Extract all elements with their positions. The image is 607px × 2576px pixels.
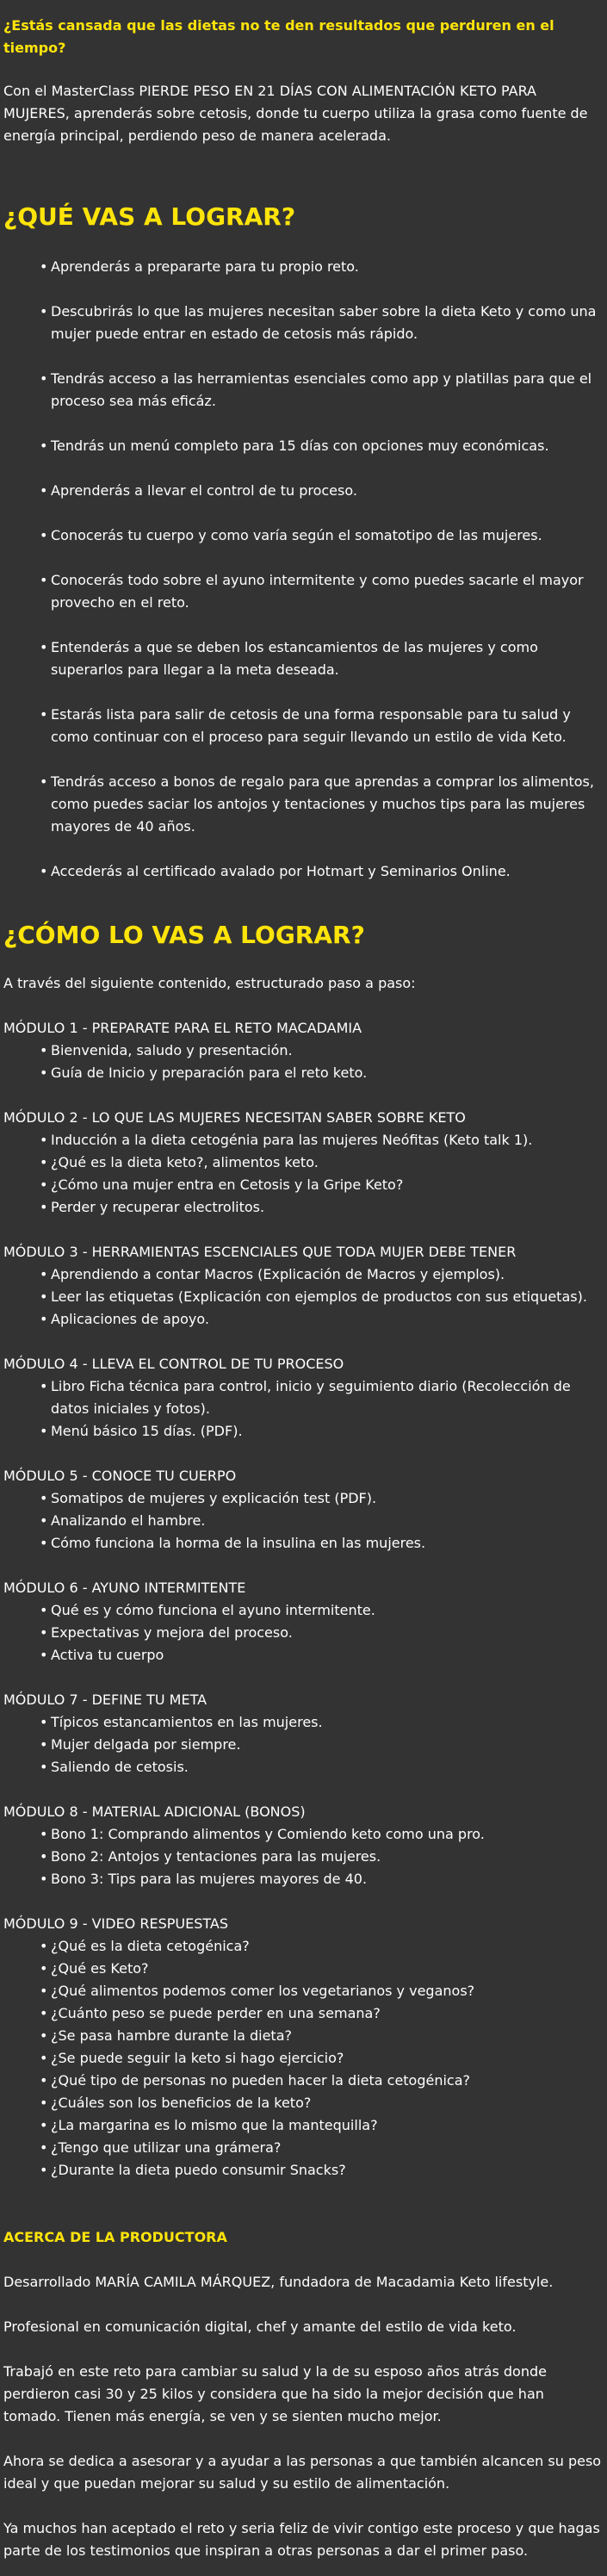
how-intro: A través del siguiente contenido, estructurado paso a paso: <box>3 975 416 991</box>
module-item: • Analizando el hambre. <box>40 1510 604 1532</box>
module-item: • Menú básico 15 días. (PDF). <box>40 1420 604 1443</box>
module-item: • ¿Qué tipo de personas no pueden hacer la dieta cetogénica? <box>40 2070 604 2092</box>
module-6 <box>3 1577 604 1667</box>
module-title: MÓDULO 9 - VIDEO RESPUESTAS <box>3 1915 228 1932</box>
module-items <box>3 1711 604 1778</box>
module-item: • Bono 2: Antojos y tentaciones para las mujeres. <box>40 1846 604 1868</box>
module-title: MÓDULO 8 - MATERIAL ADICIONAL (BONOS) <box>3 1803 306 1820</box>
goal-item: • Aprenderás a llevar el control de tu proceso. <box>40 480 604 502</box>
module-4 <box>3 1353 604 1443</box>
module-items <box>3 1823 604 1890</box>
module-item: • Saliendo de cetosis. <box>40 1756 604 1778</box>
goal-item: • Conocerás tu cuerpo y como varía según el somatotipo de las mujeres. <box>40 525 604 547</box>
module-items <box>3 1040 604 1084</box>
module-item: • ¿Tengo que utilizar una grámera? <box>40 2137 604 2159</box>
module-item: • ¿Cómo una mujer entra en Cetosis y la Gripe Keto? <box>40 1174 604 1196</box>
module-list <box>3 1017 604 2182</box>
module-7 <box>3 1689 604 1778</box>
module-items <box>3 1375 604 1443</box>
module-title: MÓDULO 7 - DEFINE TU META <box>3 1691 207 1708</box>
module-item: • Típicos estancamientos en las mujeres. <box>40 1711 604 1734</box>
module-item: • Perder y recuperar electrolitos. <box>40 1196 604 1219</box>
module-items <box>3 1129 604 1219</box>
module-item: • Mujer delgada por siempre. <box>40 1734 604 1756</box>
module-items <box>3 1599 604 1667</box>
about-paragraph: Desarrollado MARÍA CAMILA MÁRQUEZ, fundadora de Macadamia Keto lifestyle. <box>3 2274 554 2290</box>
module-item: • Qué es y cómo funciona el ayuno intermitente. <box>40 1599 604 1622</box>
goal-item: • Accederás al certificado avalado por Hotmart y Seminarios Online. <box>40 860 604 883</box>
module-1 <box>3 1017 604 1084</box>
goal-item: • Descubrirás lo que las mujeres necesitan saber sobre la dieta Keto y como una mujer puede entrar en estado de cetosis más rápido. <box>40 301 604 345</box>
module-item: • Bono 3: Tips para las mujeres mayores de 40. <box>40 1868 604 1890</box>
module-item: • Libro Ficha técnica para control, inicio y seguimiento diario (Recolección de datos iniciales y fotos). <box>40 1375 604 1420</box>
intro-section <box>3 15 604 147</box>
module-item: • Somatipos de mujeres y explicación test (PDF). <box>40 1487 604 1510</box>
module-items <box>3 1935 604 2182</box>
module-title: MÓDULO 6 - AYUNO INTERMITENTE <box>3 1580 246 1596</box>
module-title: MÓDULO 4 - LLEVA EL CONTROL DE TU PROCESO <box>3 1356 344 1372</box>
goal-item: • Tendrás acceso a bonos de regalo para que aprendas a comprar los alimentos, como puedes saciar los antojos y tentaciones y muchos tips para las mujeres mayores de 40 años. <box>40 771 604 838</box>
about-section <box>3 2226 604 2562</box>
module-item: • Cómo funciona la horma de la insulina en las mujeres. <box>40 1532 604 1555</box>
module-title: MÓDULO 3 - HERRAMIENTAS ESCENCIALES QUE TODA MUJER DEBE TENER <box>3 1244 517 1260</box>
module-item: • Expectativas y mejora del proceso. <box>40 1622 604 1644</box>
module-title: MÓDULO 2 - LO QUE LAS MUJERES NECESITAN SABER SOBRE KETO <box>3 1109 466 1126</box>
how-heading: ¿CÓMO LO VAS A LOGRAR? <box>3 921 365 949</box>
module-5 <box>3 1465 604 1555</box>
module-item: • Bienvenida, saludo y presentación. <box>40 1040 604 1062</box>
module-9 <box>3 1913 604 2182</box>
module-items <box>3 1263 604 1331</box>
module-item: • ¿Se puede seguir la keto si hago ejercicio? <box>40 2047 604 2070</box>
module-8 <box>3 1801 604 1890</box>
module-item: • Bono 1: Comprando alimentos y Comiendo keto como una pro. <box>40 1823 604 1846</box>
module-item: • Activa tu cuerpo <box>40 1644 604 1667</box>
how-section <box>3 921 604 2182</box>
about-paragraph: Profesional en comunicación digital, chef y amante del estilo de vida keto. <box>3 2318 517 2335</box>
module-item: • Aplicaciones de apoyo. <box>40 1308 604 1331</box>
module-item: • ¿Qué es la dieta cetogénica? <box>40 1935 604 1958</box>
about-heading: ACERCA DE LA PRODUCTORA <box>3 2229 227 2245</box>
module-item: • ¿La margarina es lo mismo que la mantequilla? <box>40 2114 604 2137</box>
goal-item: • Aprenderás a prepararte para tu propio reto. <box>40 256 604 278</box>
module-item: • ¿Qué es la dieta keto?, alimentos keto. <box>40 1151 604 1174</box>
goal-item: • Tendrás acceso a las herramientas esenciales como app y platillas para que el proceso sea más eficáz. <box>40 368 604 413</box>
about-paragraph: Ya muchos han aceptado el reto y seria feliz de vivir contigo este proceso y que hagas parte de los testimonios que inspiran a otras personas a dar el primer paso. <box>3 2520 600 2559</box>
intro-question: ¿Estás cansada que las dietas no te den resultados que perduren en el tiempo? <box>3 17 554 56</box>
goal-item: • Entenderás a que se deben los estancamientos de las mujeres y como superarlos para llegar a la meta deseada. <box>40 636 604 681</box>
goal-item: • Tendrás un menú completo para 15 días con opciones muy económicas. <box>40 435 604 457</box>
goal-item: • Conocerás todo sobre el ayuno intermitente y como puedes sacarle el mayor provecho en el reto. <box>40 569 604 614</box>
module-item: • ¿Se pasa hambre durante la dieta? <box>40 2025 604 2047</box>
goals-heading: ¿QUÉ VAS A LOGRAR? <box>3 202 296 231</box>
module-title: MÓDULO 5 - CONOCE TU CUERPO <box>3 1468 237 1484</box>
module-title: MÓDULO 1 - PREPARATE PARA EL RETO MACADAMIA <box>3 1020 362 1036</box>
module-item: • ¿Cuáles son los beneficios de la keto? <box>40 2092 604 2114</box>
module-item: • ¿Qué es Keto? <box>40 1958 604 1980</box>
goal-item: • Estarás lista para salir de cetosis de una forma responsable para tu salud y como continuar con el proceso para seguir llevando un estilo de vida Keto. <box>40 704 604 748</box>
module-item: • Leer las etiquetas (Explicación con ejemplos de productos con sus etiquetas). <box>40 1286 604 1308</box>
about-paragraph: Trabajó en este reto para cambiar su salud y la de su esposo años atrás donde perdieron casi 30 y 25 kilos y considera que ha sido la mejor decisión que han tomado. Tienen más energía, se ven y se sienten mucho mejor. <box>3 2363 547 2424</box>
module-3 <box>3 1241 604 1331</box>
module-items <box>3 1487 604 1555</box>
module-2 <box>3 1107 604 1219</box>
module-item: • Aprendiendo a contar Macros (Explicación de Macros y ejemplos). <box>40 1263 604 1286</box>
module-item: • ¿Durante la dieta puedo consumir Snacks? <box>40 2159 604 2182</box>
module-item: • ¿Cuánto peso se puede perder en una semana? <box>40 2002 604 2025</box>
module-item: • ¿Qué alimentos podemos comer los vegetarianos y veganos? <box>40 1980 604 2002</box>
about-paragraph: Ahora se dedica a asesorar y a ayudar a las personas a que también alcancen su peso ideal y que puedan mejorar su salud y su estilo de alimentación. <box>3 2453 602 2492</box>
goals-list <box>3 256 604 883</box>
goals-section <box>3 202 604 883</box>
module-item: • Inducción a la dieta cetogénia para las mujeres Neófitas (Keto talk 1). <box>40 1129 604 1151</box>
module-item: • Guía de Inicio y preparación para el reto keto. <box>40 1062 604 1084</box>
intro-paragraph: Con el MasterClass PIERDE PESO EN 21 DÍAS CON ALIMENTACIÓN KETO PARA MUJERES, aprenderás sobre cetosis, donde tu cuerpo utiliza la grasa como fuente de energía principal, perdiendo peso de manera acelerada. <box>3 83 588 144</box>
